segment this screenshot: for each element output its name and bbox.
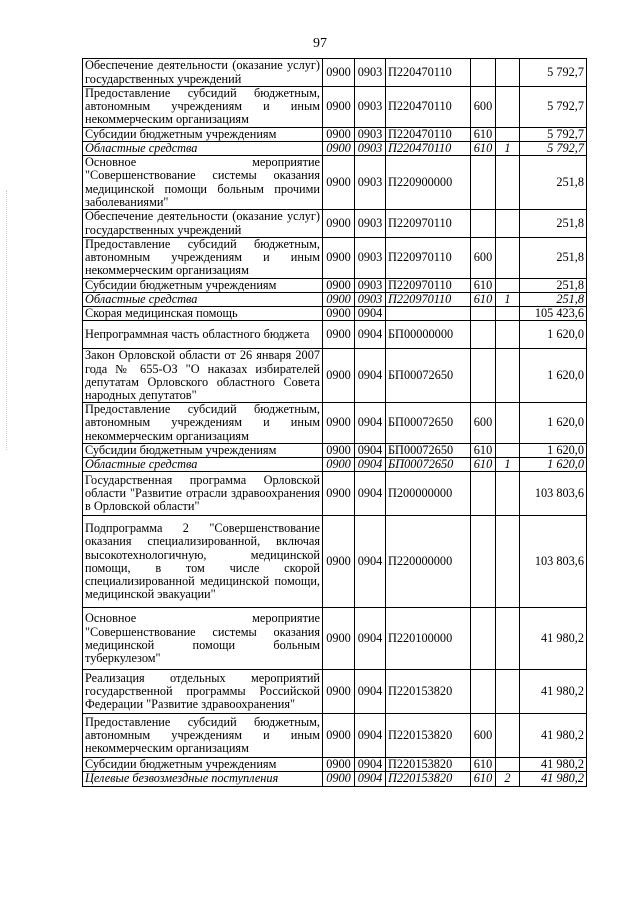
amount-cell: 103 803,6: [520, 472, 587, 516]
amount-cell: 251,8: [520, 156, 587, 210]
expense-type-cell: 600: [471, 714, 496, 758]
table-row: [83, 349, 587, 403]
target-article-cell: БП00000000: [386, 321, 471, 349]
table-row: [83, 472, 587, 516]
name-cell: Субсидии бюджетным учреждениям: [83, 443, 323, 457]
section-code-cell: 0900: [323, 772, 355, 786]
name-cell: Подпрограмма 2 "Совершенствование оказания специализированной, включая высокотехнологичную, медицинской помощи, в том числе скорой специализированной медицинской помощи, медицинской эвакуации": [83, 516, 323, 608]
name-cell: Непрограммная часть областного бюджета: [83, 321, 323, 349]
source-code-cell: [496, 238, 520, 279]
amount-cell: 1 620,0: [520, 349, 587, 403]
section-code-cell: 0900: [323, 349, 355, 403]
page-number: 97: [313, 36, 327, 51]
expense-type-cell: 610: [471, 458, 496, 472]
target-article-cell: П220970110: [386, 238, 471, 279]
source-code-cell: [496, 608, 520, 670]
source-code-cell: [496, 278, 520, 292]
amount-cell: 41 980,2: [520, 670, 587, 714]
subsection-code-cell: 0904: [355, 758, 386, 772]
target-article-cell: П220970110: [386, 210, 471, 238]
expense-type-cell: [471, 59, 496, 87]
table-row: [83, 670, 587, 714]
amount-cell: 5 792,7: [520, 87, 587, 128]
section-code-cell: 0900: [323, 307, 355, 321]
name-cell: Государственная программа Орловской области "Развитие отрасли здравоохранения в Орловской области": [83, 472, 323, 516]
subsection-code-cell: 0904: [355, 443, 386, 457]
section-code-cell: 0900: [323, 292, 355, 306]
name-cell: Целевые безвозмездные поступления: [83, 772, 323, 786]
section-code-cell: 0900: [323, 758, 355, 772]
subsection-code-cell: 0904: [355, 403, 386, 444]
source-code-cell: 1: [496, 141, 520, 155]
target-article-cell: П220000000: [386, 516, 471, 608]
amount-cell: 41 980,2: [520, 608, 587, 670]
subsection-code-cell: 0903: [355, 292, 386, 306]
subsection-code-cell: 0903: [355, 210, 386, 238]
subsection-code-cell: 0904: [355, 516, 386, 608]
name-cell: Областные средства: [83, 292, 323, 306]
expense-type-cell: [471, 307, 496, 321]
subsection-code-cell: 0904: [355, 307, 386, 321]
source-code-cell: 1: [496, 458, 520, 472]
name-cell: Предоставление субсидий бюджетным, автономным учреждениям и иным некоммерческим организациям: [83, 87, 323, 128]
expense-type-cell: 600: [471, 87, 496, 128]
expense-type-cell: 610: [471, 127, 496, 141]
target-article-cell: П220900000: [386, 156, 471, 210]
section-code-cell: 0900: [323, 516, 355, 608]
source-code-cell: [496, 127, 520, 141]
subsection-code-cell: 0904: [355, 349, 386, 403]
target-article-cell: П220470110: [386, 59, 471, 87]
target-article-cell: БП00072650: [386, 349, 471, 403]
amount-cell: 1 620,0: [520, 443, 587, 457]
source-code-cell: 1: [496, 292, 520, 306]
target-article-cell: П220153820: [386, 772, 471, 786]
amount-cell: 41 980,2: [520, 714, 587, 758]
name-cell: Областные средства: [83, 458, 323, 472]
subsection-code-cell: 0904: [355, 321, 386, 349]
target-article-cell: БП00072650: [386, 443, 471, 457]
target-article-cell: П220470110: [386, 87, 471, 128]
target-article-cell: П220470110: [386, 141, 471, 155]
target-article-cell: П220153820: [386, 758, 471, 772]
subsection-code-cell: 0903: [355, 59, 386, 87]
name-cell: Субсидии бюджетным учреждениям: [83, 127, 323, 141]
target-article-cell: П220153820: [386, 714, 471, 758]
section-code-cell: 0900: [323, 403, 355, 444]
expense-type-cell: 610: [471, 443, 496, 457]
subsection-code-cell: 0904: [355, 670, 386, 714]
section-code-cell: 0900: [323, 141, 355, 155]
amount-cell: 1 620,0: [520, 458, 587, 472]
subsection-code-cell: 0903: [355, 156, 386, 210]
source-code-cell: [496, 472, 520, 516]
expense-type-cell: [471, 670, 496, 714]
source-code-cell: [496, 670, 520, 714]
table-row: [83, 321, 587, 349]
section-code-cell: 0900: [323, 443, 355, 457]
section-code-cell: 0900: [323, 608, 355, 670]
target-article-cell: П220470110: [386, 127, 471, 141]
source-code-cell: [496, 87, 520, 128]
target-article-cell: П220970110: [386, 292, 471, 306]
table-row: [83, 443, 587, 457]
expense-type-cell: 610: [471, 278, 496, 292]
budget-table: [82, 58, 587, 787]
expense-type-cell: [471, 156, 496, 210]
section-code-cell: 0900: [323, 321, 355, 349]
name-cell: Обеспечение деятельности (оказание услуг) государственных учреждений: [83, 210, 323, 238]
expense-type-cell: 610: [471, 141, 496, 155]
table-row: [83, 403, 587, 444]
section-code-cell: 0900: [323, 238, 355, 279]
amount-cell: 5 792,7: [520, 59, 587, 87]
subsection-code-cell: 0904: [355, 772, 386, 786]
subsection-code-cell: 0904: [355, 458, 386, 472]
amount-cell: 251,8: [520, 210, 587, 238]
name-cell: Субсидии бюджетным учреждениям: [83, 278, 323, 292]
table-row: [83, 87, 587, 128]
table-row: [83, 516, 587, 608]
amount-cell: 41 980,2: [520, 772, 587, 786]
name-cell: Предоставление субсидий бюджетным, автономным учреждениям и иным некоммерческим организациям: [83, 238, 323, 279]
table-row: [83, 141, 587, 155]
margin-scan-mark: [6, 190, 8, 450]
source-code-cell: [496, 321, 520, 349]
expense-type-cell: [471, 210, 496, 238]
section-code-cell: 0900: [323, 127, 355, 141]
subsection-code-cell: 0904: [355, 472, 386, 516]
expense-type-cell: 610: [471, 772, 496, 786]
source-code-cell: 2: [496, 772, 520, 786]
source-code-cell: [496, 307, 520, 321]
amount-cell: 251,8: [520, 238, 587, 279]
table-row: [83, 127, 587, 141]
table-row: [83, 292, 587, 306]
target-article-cell: БП00072650: [386, 403, 471, 444]
source-code-cell: [496, 516, 520, 608]
subsection-code-cell: 0903: [355, 278, 386, 292]
source-code-cell: [496, 443, 520, 457]
name-cell: Предоставление субсидий бюджетным, автономным учреждениям и иным некоммерческим организациям: [83, 714, 323, 758]
source-code-cell: [496, 758, 520, 772]
section-code-cell: 0900: [323, 278, 355, 292]
section-code-cell: 0900: [323, 714, 355, 758]
amount-cell: 103 803,6: [520, 516, 587, 608]
name-cell: Скорая медицинская помощь: [83, 307, 323, 321]
source-code-cell: [496, 403, 520, 444]
subsection-code-cell: 0903: [355, 238, 386, 279]
amount-cell: 105 423,6: [520, 307, 587, 321]
source-code-cell: [496, 210, 520, 238]
table-row: [83, 59, 587, 87]
amount-cell: 1 620,0: [520, 403, 587, 444]
target-article-cell: [386, 307, 471, 321]
expense-type-cell: [471, 321, 496, 349]
source-code-cell: [496, 714, 520, 758]
table-row: [83, 758, 587, 772]
name-cell: Основное мероприятие "Совершенствование системы оказания медицинской помощи больным прочими заболеваниями": [83, 156, 323, 210]
name-cell: Обеспечение деятельности (оказание услуг) государственных учреждений: [83, 59, 323, 87]
source-code-cell: [496, 59, 520, 87]
expense-type-cell: 610: [471, 758, 496, 772]
name-cell: Субсидии бюджетным учреждениям: [83, 758, 323, 772]
target-article-cell: П220970110: [386, 278, 471, 292]
subsection-code-cell: 0903: [355, 141, 386, 155]
expense-type-cell: [471, 349, 496, 403]
amount-cell: 1 620,0: [520, 321, 587, 349]
section-code-cell: 0900: [323, 670, 355, 714]
table-row: [83, 210, 587, 238]
section-code-cell: 0900: [323, 458, 355, 472]
table-row: [83, 772, 587, 786]
target-article-cell: П220100000: [386, 608, 471, 670]
name-cell: Предоставление субсидий бюджетным, автономным учреждениям и иным некоммерческим организациям: [83, 403, 323, 444]
budget-table-body: [83, 59, 587, 787]
amount-cell: 251,8: [520, 292, 587, 306]
target-article-cell: П200000000: [386, 472, 471, 516]
section-code-cell: 0900: [323, 472, 355, 516]
table-row: [83, 307, 587, 321]
name-cell: Областные средства: [83, 141, 323, 155]
subsection-code-cell: 0904: [355, 608, 386, 670]
name-cell: Реализация отдельных мероприятий государственной программы Российской Федерации "Развитие здравоохранения": [83, 670, 323, 714]
table-row: [83, 156, 587, 210]
source-code-cell: [496, 349, 520, 403]
table-row: [83, 714, 587, 758]
amount-cell: 5 792,7: [520, 127, 587, 141]
subsection-code-cell: 0903: [355, 127, 386, 141]
table-row: [83, 238, 587, 279]
amount-cell: 251,8: [520, 278, 587, 292]
table-row: [83, 608, 587, 670]
section-code-cell: 0900: [323, 59, 355, 87]
section-code-cell: 0900: [323, 210, 355, 238]
section-code-cell: 0900: [323, 156, 355, 210]
table-row: [83, 278, 587, 292]
target-article-cell: БП00072650: [386, 458, 471, 472]
expense-type-cell: [471, 608, 496, 670]
amount-cell: 41 980,2: [520, 758, 587, 772]
expense-type-cell: [471, 516, 496, 608]
expense-type-cell: 600: [471, 403, 496, 444]
subsection-code-cell: 0903: [355, 87, 386, 128]
name-cell: Закон Орловской области от 26 января 2007 года № 655-ОЗ "О наказах избирателей депутатам Орловского областного Совета народных депутатов": [83, 349, 323, 403]
expense-type-cell: 600: [471, 238, 496, 279]
table-row: [83, 458, 587, 472]
expense-type-cell: 610: [471, 292, 496, 306]
amount-cell: 5 792,7: [520, 141, 587, 155]
name-cell: Основное мероприятие "Совершенствование системы оказания медицинской помощи больным туберкулезом": [83, 608, 323, 670]
subsection-code-cell: 0904: [355, 714, 386, 758]
source-code-cell: [496, 156, 520, 210]
section-code-cell: 0900: [323, 87, 355, 128]
expense-type-cell: [471, 472, 496, 516]
target-article-cell: П220153820: [386, 670, 471, 714]
